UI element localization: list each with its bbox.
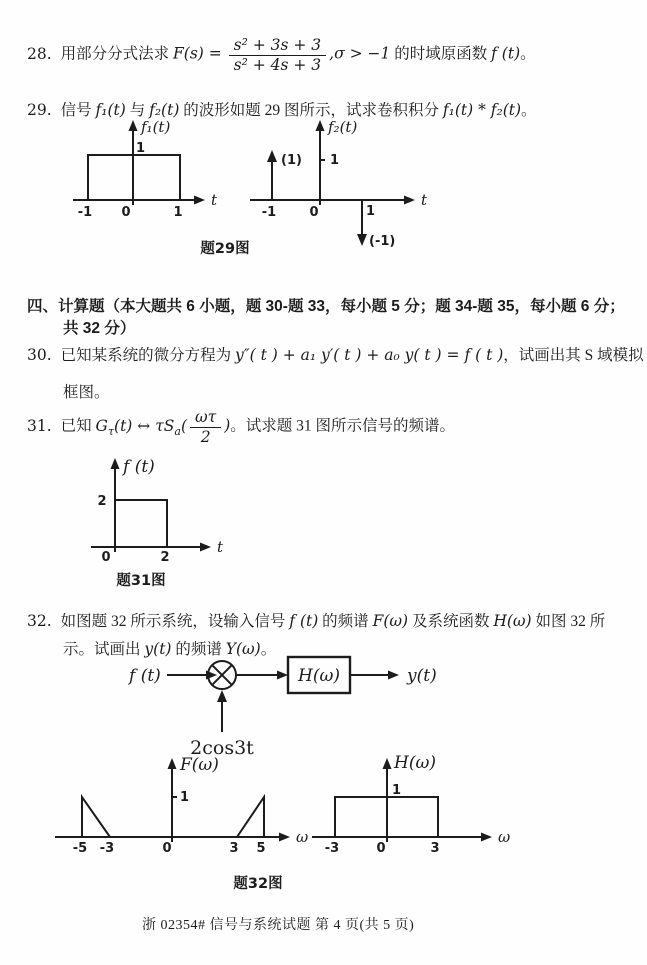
- page-footer: [142, 916, 414, 936]
- question-32: [27, 610, 605, 633]
- question-32-text2: 的频谱: [322, 613, 369, 630]
- y-axis-label: f₂(t): [328, 118, 358, 136]
- figure-caption: 题29图: [200, 241, 250, 257]
- x-axis-label: t: [217, 538, 224, 556]
- tick-label: 0: [309, 205, 319, 220]
- question-32-text3: 及系统函数: [411, 613, 490, 630]
- y-axis-arrow-icon: [111, 458, 120, 469]
- figure-32: [40, 752, 580, 894]
- arrow-icon: [388, 671, 399, 680]
- tick-label: 1: [173, 205, 183, 220]
- tick-label: 5: [256, 841, 266, 856]
- q28-math-fs: F(s) =: [173, 44, 222, 63]
- impulse-weight: (-1): [369, 234, 396, 249]
- fig32-F-plot: [55, 755, 308, 856]
- y-axis-arrow-icon: [129, 120, 138, 131]
- question-32-text4: 如图 32 所: [535, 613, 606, 630]
- question-30-text: 已知某系统的微分方程为: [60, 347, 232, 364]
- section-4-line1: 四、计算题（本大题共 6 小题，题 30-题 33，每小题 5 分；题 34-题 35，每小题 6 分；: [27, 298, 625, 315]
- fig32-H-plot: [312, 753, 510, 856]
- tick-label: -5: [72, 841, 88, 856]
- x-axis-label: t: [421, 191, 428, 209]
- question-32-text: 如图题 32 所示系统，设输入信号: [60, 613, 286, 630]
- q28-condition: ,σ > −1: [329, 44, 391, 63]
- q32-yt: y(t): [144, 640, 172, 658]
- tick-label: -3: [99, 841, 115, 856]
- fraction-denominator: 2: [190, 427, 221, 447]
- unit-label: 1: [330, 153, 340, 168]
- unit-label: 1: [392, 783, 402, 798]
- arrow-up-icon: [217, 690, 227, 702]
- q29-period: 。: [521, 102, 537, 119]
- question-30-line2: [63, 382, 110, 404]
- question-30-text2: ，试画出其 S 域模拟: [503, 347, 644, 364]
- question-28-text: 用部分分式法求: [60, 45, 170, 63]
- x-axis-arrow-icon: [481, 833, 492, 842]
- question-28-text2: 的时域原函数: [394, 45, 488, 63]
- x-axis-label: ω: [296, 828, 309, 846]
- y-axis-arrow-icon: [168, 758, 177, 769]
- fraction-numerator: s² + 3s + 3: [233, 36, 322, 54]
- y-axis-arrow-icon: [316, 120, 325, 131]
- amplitude-label: 2: [97, 494, 107, 509]
- carrier-label: 2cos3t: [190, 737, 254, 759]
- question-32-text5: 示。试画出: [63, 641, 141, 658]
- impulse-weight: (1): [281, 153, 302, 168]
- x-axis-arrow-icon: [404, 196, 415, 205]
- figure-29: [55, 112, 485, 262]
- footer-text: 浙 02354# 信号与系统试题 第 4 页(共 5 页): [142, 918, 415, 933]
- fig29-f1-plot: [73, 118, 218, 220]
- unit-label: 1: [180, 790, 190, 805]
- fraction-numerator: ωτ: [195, 408, 217, 426]
- question-30: [27, 344, 644, 367]
- q31-rparen: ): [224, 416, 231, 435]
- q32-period: 。: [260, 641, 277, 658]
- fig29-f2-plot: [250, 118, 428, 249]
- figure-caption: 题31图: [116, 573, 166, 589]
- question-31-text: 已知: [60, 417, 92, 435]
- system-block-diagram: [115, 652, 515, 760]
- q31-fraction: [190, 408, 221, 446]
- q32-Y-omega: Y(ω): [225, 640, 261, 658]
- section-4-line2: 共 32 分）: [63, 320, 136, 338]
- tick-label: -1: [261, 205, 277, 220]
- tick-label: -3: [324, 841, 340, 856]
- q32-F-omega: F(ω): [372, 612, 409, 630]
- tick-label: 3: [430, 841, 440, 856]
- question-31-number: 31.: [27, 416, 52, 435]
- tick-label: 0: [376, 841, 386, 856]
- fraction-denominator: s² + 4s + 3: [229, 55, 327, 75]
- right-triangle-spectrum: [237, 797, 264, 837]
- section-4-header: [27, 296, 625, 341]
- left-triangle-spectrum: [82, 797, 110, 837]
- tick-label: 0: [162, 841, 172, 856]
- y-axis-label: H(ω): [394, 753, 436, 773]
- q28-fraction: [229, 36, 327, 74]
- y-axis-label: f₁(t): [141, 118, 171, 136]
- q29-f2: f₂(t): [149, 101, 180, 119]
- impulse-up-arrow-icon: [267, 150, 277, 162]
- tick-label: 2: [160, 550, 170, 565]
- pulse-waveform: [115, 500, 167, 547]
- y-axis-arrow-icon: [383, 758, 392, 769]
- q28-period: 。: [520, 45, 536, 63]
- figure-31: [75, 452, 305, 602]
- q32-ft: f (t): [289, 612, 319, 630]
- x-axis-arrow-icon: [200, 543, 211, 552]
- impulse-down-arrow-icon: [357, 234, 367, 246]
- y-axis-label: f (t): [123, 457, 155, 477]
- question-32-number: 32.: [27, 612, 52, 630]
- question-28-number: 28.: [27, 44, 52, 63]
- question-30-number: 30.: [27, 346, 52, 364]
- question-31-text2: 。试求题 31 图所示信号的频谱。: [230, 417, 456, 435]
- question-29-text2: 的波形如题 29 图所示，试求卷积积分: [183, 102, 440, 119]
- q29-and: 与: [129, 102, 146, 119]
- question-29-text: 信号: [60, 102, 92, 119]
- tick-label: 0: [121, 205, 131, 220]
- question-29-number: 29.: [27, 101, 52, 119]
- question-30-text3: 框图。: [63, 384, 110, 401]
- figure-caption: 题32图: [233, 876, 283, 892]
- y-axis-label: F(ω): [180, 755, 219, 775]
- tick-label: 3: [229, 841, 239, 856]
- x-axis-label: t: [211, 191, 218, 209]
- system-function-label: H(ω): [298, 666, 340, 686]
- x-axis-arrow-icon: [279, 833, 290, 842]
- q32-H-omega: H(ω): [493, 612, 532, 630]
- q29-f1: f₁(t): [95, 101, 126, 119]
- tick-label: 0: [101, 550, 111, 565]
- tick-label: 1: [366, 204, 376, 219]
- input-signal-label: f (t): [129, 666, 161, 686]
- q30-differential-equation: y″( t ) + a₁ y′( t ) + a₀ y( t ) = f ( t ): [235, 346, 504, 364]
- q28-ft: f (t): [491, 44, 521, 63]
- output-signal-label: y(t): [407, 666, 437, 686]
- question-28: [27, 36, 536, 74]
- tick-label: -1: [77, 205, 93, 220]
- x-axis-label: ω: [498, 828, 511, 846]
- x-axis-arrow-icon: [194, 196, 205, 205]
- q31-gate-symbol: $G_\tau(t)$ ↔ $\tau S_a$(: [95, 416, 188, 438]
- arrow-icon: [277, 671, 288, 680]
- amplitude-label: 1: [136, 141, 146, 156]
- question-32-text6: 的频谱: [175, 641, 222, 658]
- question-31: [27, 408, 455, 446]
- q29-convolution: f₁(t) * f₂(t): [442, 101, 522, 119]
